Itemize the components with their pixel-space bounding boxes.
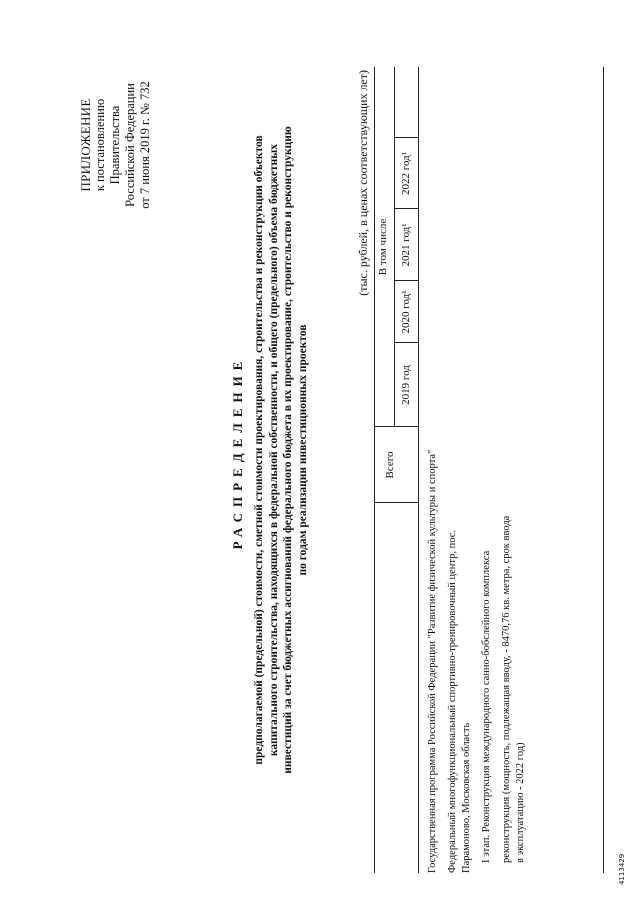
document-subtitle: предполагаемой (предельной) стоимости, сметной стоимости проектирования, строительства и реконструкции объектов капитального строительства, находящихся в федеральной собственности, и общего (предельного) объема бюджетных инвестиций за счет бюджетных ассигнований федерального бюджета в их проектирование, строительство и реконструкцию по годам реализации инвестиционных проектов <box>253 126 309 774</box>
appendix-heading: ПРИЛОЖЕНИЕ <box>78 98 93 192</box>
appendix-header <box>78 60 153 230</box>
table-header-rule <box>418 67 419 873</box>
table-subheader-rule <box>394 67 395 427</box>
appendix-line-3: от 7 июня 2019 г. № 732 <box>138 81 152 209</box>
table-row: Федеральный многофункциональный спортивно-тренировочный центр, пос. Парамоново, Московская область <box>447 529 472 873</box>
table-row: I этап. Реконструкция международного санно-бобслейного комплекса <box>481 550 492 863</box>
table-divider <box>374 502 418 503</box>
column-header-2019: 2019 год <box>400 365 412 405</box>
units-note: (тыс. рублей, в ценах соответствующих лет) <box>356 70 370 296</box>
table-row: реконструкция (мощность, подлежащая вводу, - 8470,76 кв. метра, срок ввода в эксплуатацию - 2022 год) <box>501 515 526 863</box>
column-header-total: Всего <box>384 451 396 479</box>
column-header-2020: 2020 год¹ <box>400 290 412 334</box>
allocation-table <box>374 67 604 873</box>
column-header-2021: 2021 год¹ <box>400 223 412 267</box>
document-title: РАСПРЕДЕЛЕНИЕ <box>230 355 245 550</box>
table-body <box>446 513 534 873</box>
appendix-line-2: Российской Федерации <box>123 83 137 207</box>
program-name: Государственная программа Российской Федерации "Развитие физической культуры и спорта" <box>427 449 438 873</box>
document-number: 4113429 <box>618 853 626 885</box>
table-bottom-rule <box>603 67 604 873</box>
column-header-including: В том числе <box>377 218 389 276</box>
appendix-line-1: к постановлению Правительства <box>93 98 122 192</box>
table-top-rule <box>374 67 375 873</box>
column-header-2022: 2022 год¹ <box>400 151 412 196</box>
